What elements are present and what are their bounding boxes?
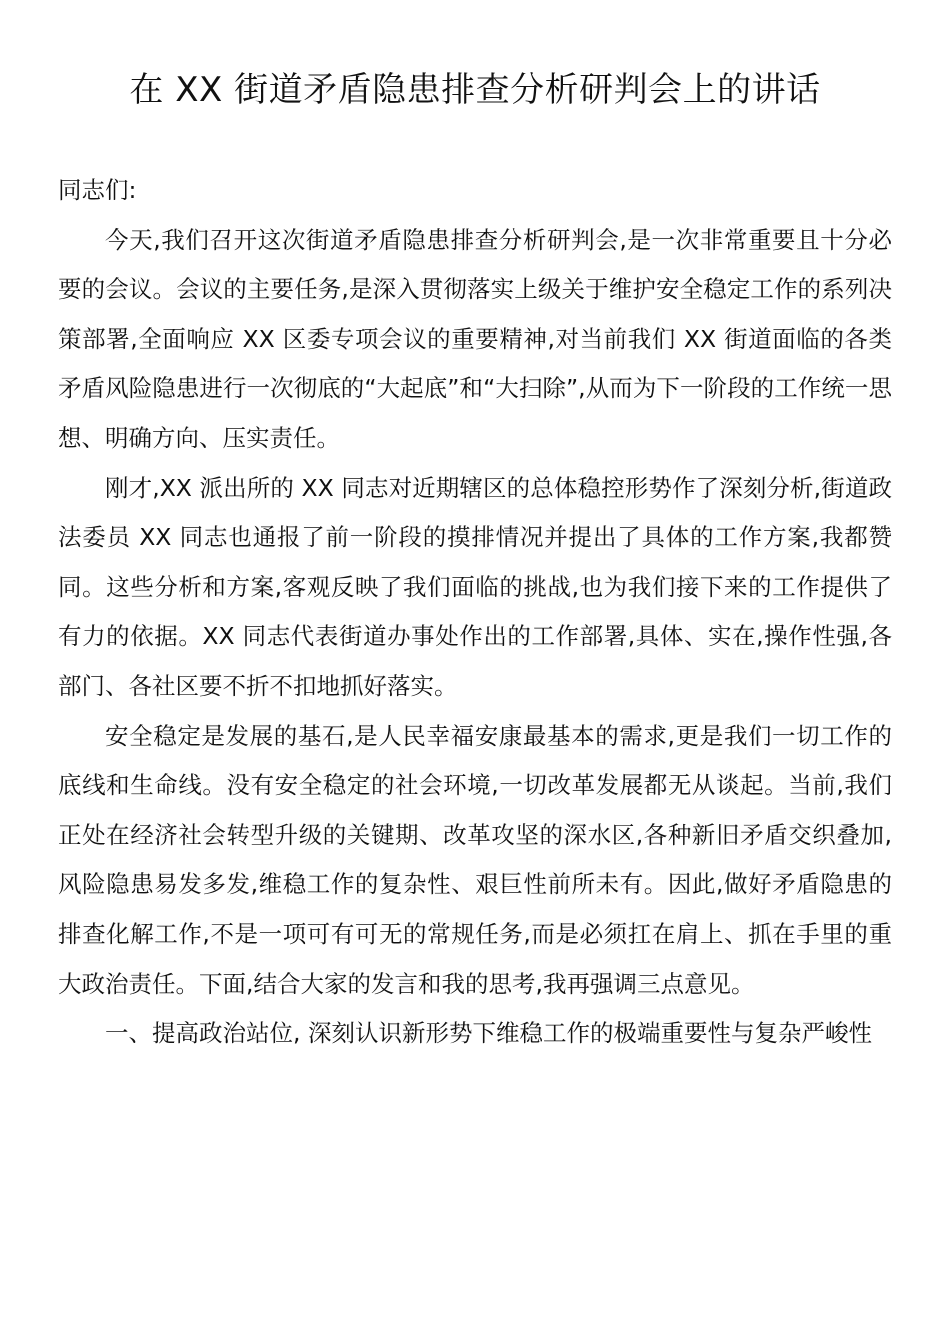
paragraph-opening: 今天,我们召开这次街道矛盾隐患排查分析研判会,是一次非常重要且十分必要的会议。会议的主要任务,是深入贯彻落实上级关于维护安全稳定工作的系列决策部署,全面响应 XX 区委专项会议的重要精神,对当前我们 XX 街道面临的各类矛盾风险隐患进行一次彻底的“大起底”和“大扫除”,从而为下一阶段的工作统一思想、明确方向、压实责任。 [58,225,892,452]
salutation: 同志们: [58,176,137,204]
document-title: 在 XX 街道矛盾隐患排查分析研判会上的讲话 [129,70,821,110]
paragraph-reports: 刚才,XX 派出所的 XX 同志对近期辖区的总体稳控形势作了深刻分析,街道政法委员 XX 同志也通报了前一阶段的摸排情况并提出了具体的工作方案,我都赞同。这些分析和方案,客观反映了我们面临的挑战,也为我们接下来的工作提供了有力的依据。XX 同志代表街道办事处作出的工作部署,具体、实在,操作性强,各部门、各社区要不折不扣地抓好落实。 [58,473,892,700]
section-heading-one: 一、提高政治站位, 深刻认识新形势下维稳工作的极端重要性与复杂严峻性 [105,1019,872,1048]
paragraph-stability: 安全稳定是发展的基石,是人民幸福安康最基本的需求,更是我们一切工作的底线和生命线。没有安全稳定的社会环境,一切改革发展都无从谈起。当前,我们正处在经济社会转型升级的关键期、改革攻坚的深水区,各种新旧矛盾交织叠加,风险隐患易发多发,维稳工作的复杂性、艰巨性前所未有。因此,做好矛盾隐患的排查化解工作,不是一项可有可无的常规任务,而是必须扛在肩上、抓在手里的重大政治责任。下面,结合大家的发言和我的思考,我再强调三点意见。 [58,721,892,998]
document-body [58,166,892,1059]
